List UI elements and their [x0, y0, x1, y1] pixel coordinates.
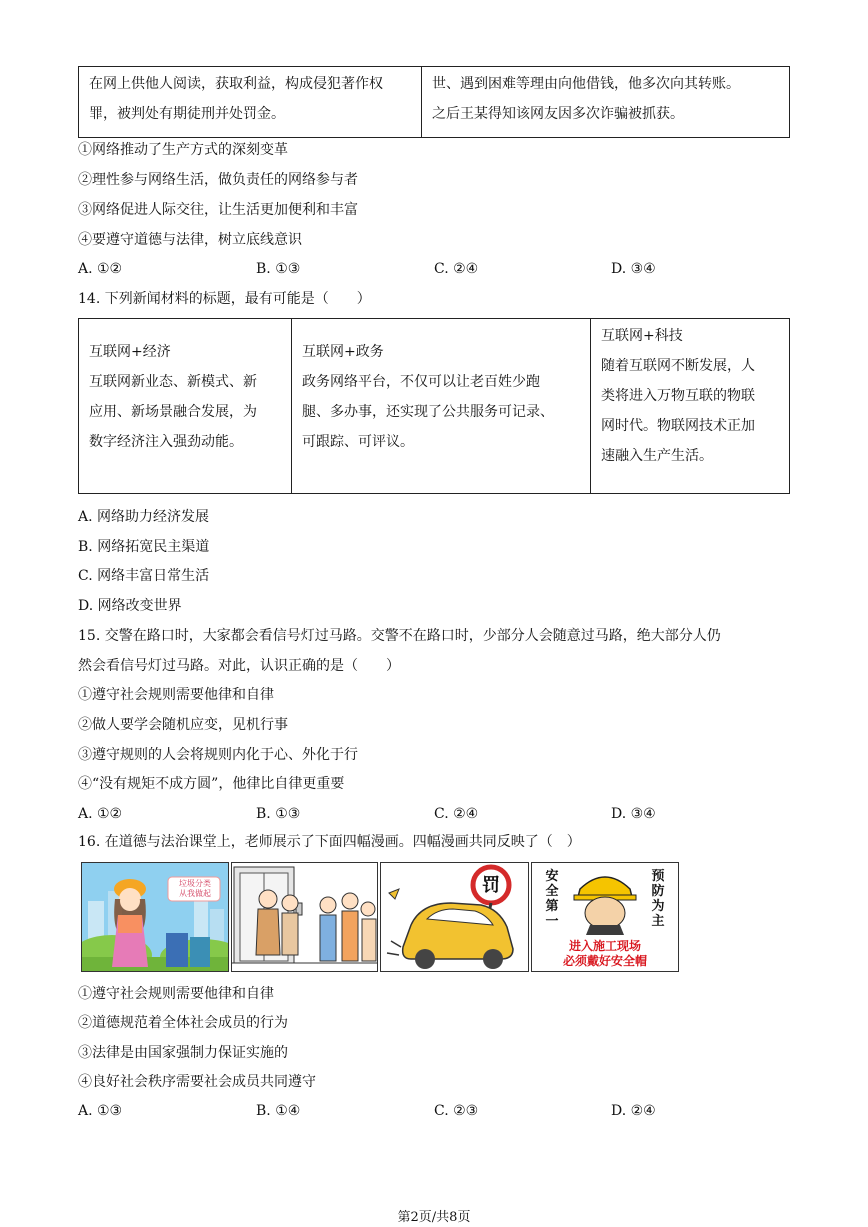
q14-option-b[interactable]: B. 网络拓宽民主渠道: [78, 539, 210, 555]
news-economy-title: 互联网+经济: [89, 344, 171, 360]
material-right-line2: 之后王某得知该网友因多次诈骗被抓获。: [432, 106, 684, 122]
q15-stem-line2: 然会看信号灯过马路。对此，认识正确的是（ ）: [78, 658, 400, 674]
comic-elevator-queue: [231, 862, 378, 972]
q13-item-3: ③网络促进人际交往，让生活更加便利和丰富: [78, 202, 358, 218]
news-government-title: 互联网+政务: [302, 344, 384, 360]
news-cell-economy: [79, 319, 292, 494]
q16-option-a[interactable]: A. ①③: [78, 1103, 123, 1119]
q14-news-table: [78, 318, 790, 494]
comic4-right-slogan: 预防为主: [651, 869, 665, 929]
q14-option-a[interactable]: A. 网络助力经济发展: [78, 509, 210, 525]
comic1-slogan-line1: 垃圾分类: [179, 879, 211, 888]
page-footer: 第2页/共8页: [397, 1210, 471, 1225]
q13-item-1: ①网络推动了生产方式的深刻变革: [78, 142, 288, 158]
q13-item-4: ④要遵守道德与法律，树立底线意识: [78, 232, 302, 248]
comic-safety-helmet: [531, 862, 679, 972]
comic-traffic-fine: [380, 862, 529, 972]
q16-item-2: ②道德规范着全体社会成员的行为: [78, 1015, 288, 1031]
news-technology-line2: 类将进入万物互联的物联: [601, 388, 755, 404]
q15-item-4: ④“没有规矩不成方圆”，他律比自律更重要: [78, 776, 345, 792]
news-technology-line1: 随着互联网不断发展，人: [601, 358, 755, 374]
material-left-line2: 罪，被判处有期徒刑并处罚金。: [89, 106, 285, 122]
q15-option-d[interactable]: D. ③④: [611, 806, 656, 822]
q15-item-1: ①遵守社会规则需要他律和自律: [78, 687, 274, 703]
news-economy-line1: 互联网新业态、新模式、新: [89, 374, 257, 390]
news-technology-line4: 速融入生产生活。: [601, 448, 713, 464]
q15-option-c[interactable]: C. ②④: [434, 806, 479, 822]
q16-stem: 16. 在道德与法治课堂上，老师展示了下面四幅漫画。四幅漫画共同反映了（ ）: [78, 834, 581, 850]
news-technology-line3: 网时代。物联网技术正加: [601, 418, 755, 434]
q15-item-3: ③遵守规则的人会将规则内化于心、外化于行: [78, 747, 358, 763]
comic1-slogan-line2: 从我做起: [179, 889, 211, 898]
q13-option-d[interactable]: D. ③④: [611, 261, 656, 277]
q13-item-2: ②理性参与网络生活，做负责任的网络参与者: [78, 172, 358, 188]
news-economy-line2: 应用、新场景融合发展，为: [89, 404, 257, 420]
traffic-fine-illustration: [381, 863, 528, 971]
comic4-bottom-slogan-line2: 必须戴好安全帽: [562, 954, 647, 968]
news-cell-government: [292, 319, 591, 494]
material-cell-left: [79, 67, 422, 138]
q13-option-b[interactable]: B. ①③: [256, 261, 301, 277]
q16-option-d[interactable]: D. ②④: [611, 1103, 656, 1119]
material-cell-right: [422, 67, 790, 138]
q16-item-4: ④良好社会秩序需要社会成员共同遵守: [78, 1074, 316, 1090]
q14-stem: 14. 下列新闻材料的标题，最有可能是（ ）: [78, 291, 371, 307]
material-left-line1: 在网上供他人阅读，获取利益，构成侵犯著作权: [89, 76, 383, 92]
news-government-line2: 腿、多办事，还实现了公共服务可记录、: [302, 404, 554, 420]
q14-option-d[interactable]: D. 网络改变世界: [78, 598, 182, 614]
q16-item-1: ①遵守社会规则需要他律和自律: [78, 986, 274, 1002]
q15-option-b[interactable]: B. ①③: [256, 806, 301, 822]
q16-option-b[interactable]: B. ①④: [256, 1103, 301, 1119]
material-right-line1: 世、遇到困难等理由向他借钱，他多次向其转账。: [432, 76, 740, 92]
news-cell-technology: [591, 319, 790, 494]
news-government-line1: 政务网络平台，不仅可以让老百姓少跑: [302, 374, 540, 390]
q13-option-a[interactable]: A. ①②: [78, 261, 123, 277]
news-economy-line3: 数字经济注入强劲动能。: [89, 434, 243, 450]
elevator-queue-illustration: [232, 863, 377, 971]
news-technology-title: 互联网+科技: [601, 328, 683, 344]
comic-garbage-sorting: [81, 862, 229, 972]
comic4-bottom-slogan-line1: 进入施工现场: [568, 939, 641, 953]
q13-option-c[interactable]: C. ②④: [434, 261, 479, 277]
news-government-line3: 可跟踪、可评议。: [302, 434, 414, 450]
q15-item-2: ②做人要学会随机应变，见机行事: [78, 717, 288, 733]
q16-item-3: ③法律是由国家强制力保证实施的: [78, 1045, 288, 1061]
comic3-fine-sign: 罚: [482, 875, 500, 896]
q15-stem-line1: 15. 交警在路口时，大家都会看信号灯过马路。交警不在路口时，少部分人会随意过马路，绝大部分人仍: [78, 628, 721, 644]
q13-material-table: [78, 66, 790, 138]
q16-option-c[interactable]: C. ②③: [434, 1103, 479, 1119]
q15-option-a[interactable]: A. ①②: [78, 806, 123, 822]
comic4-left-slogan: 安全第一: [545, 869, 559, 929]
q14-option-c[interactable]: C. 网络丰富日常生活: [78, 568, 210, 584]
